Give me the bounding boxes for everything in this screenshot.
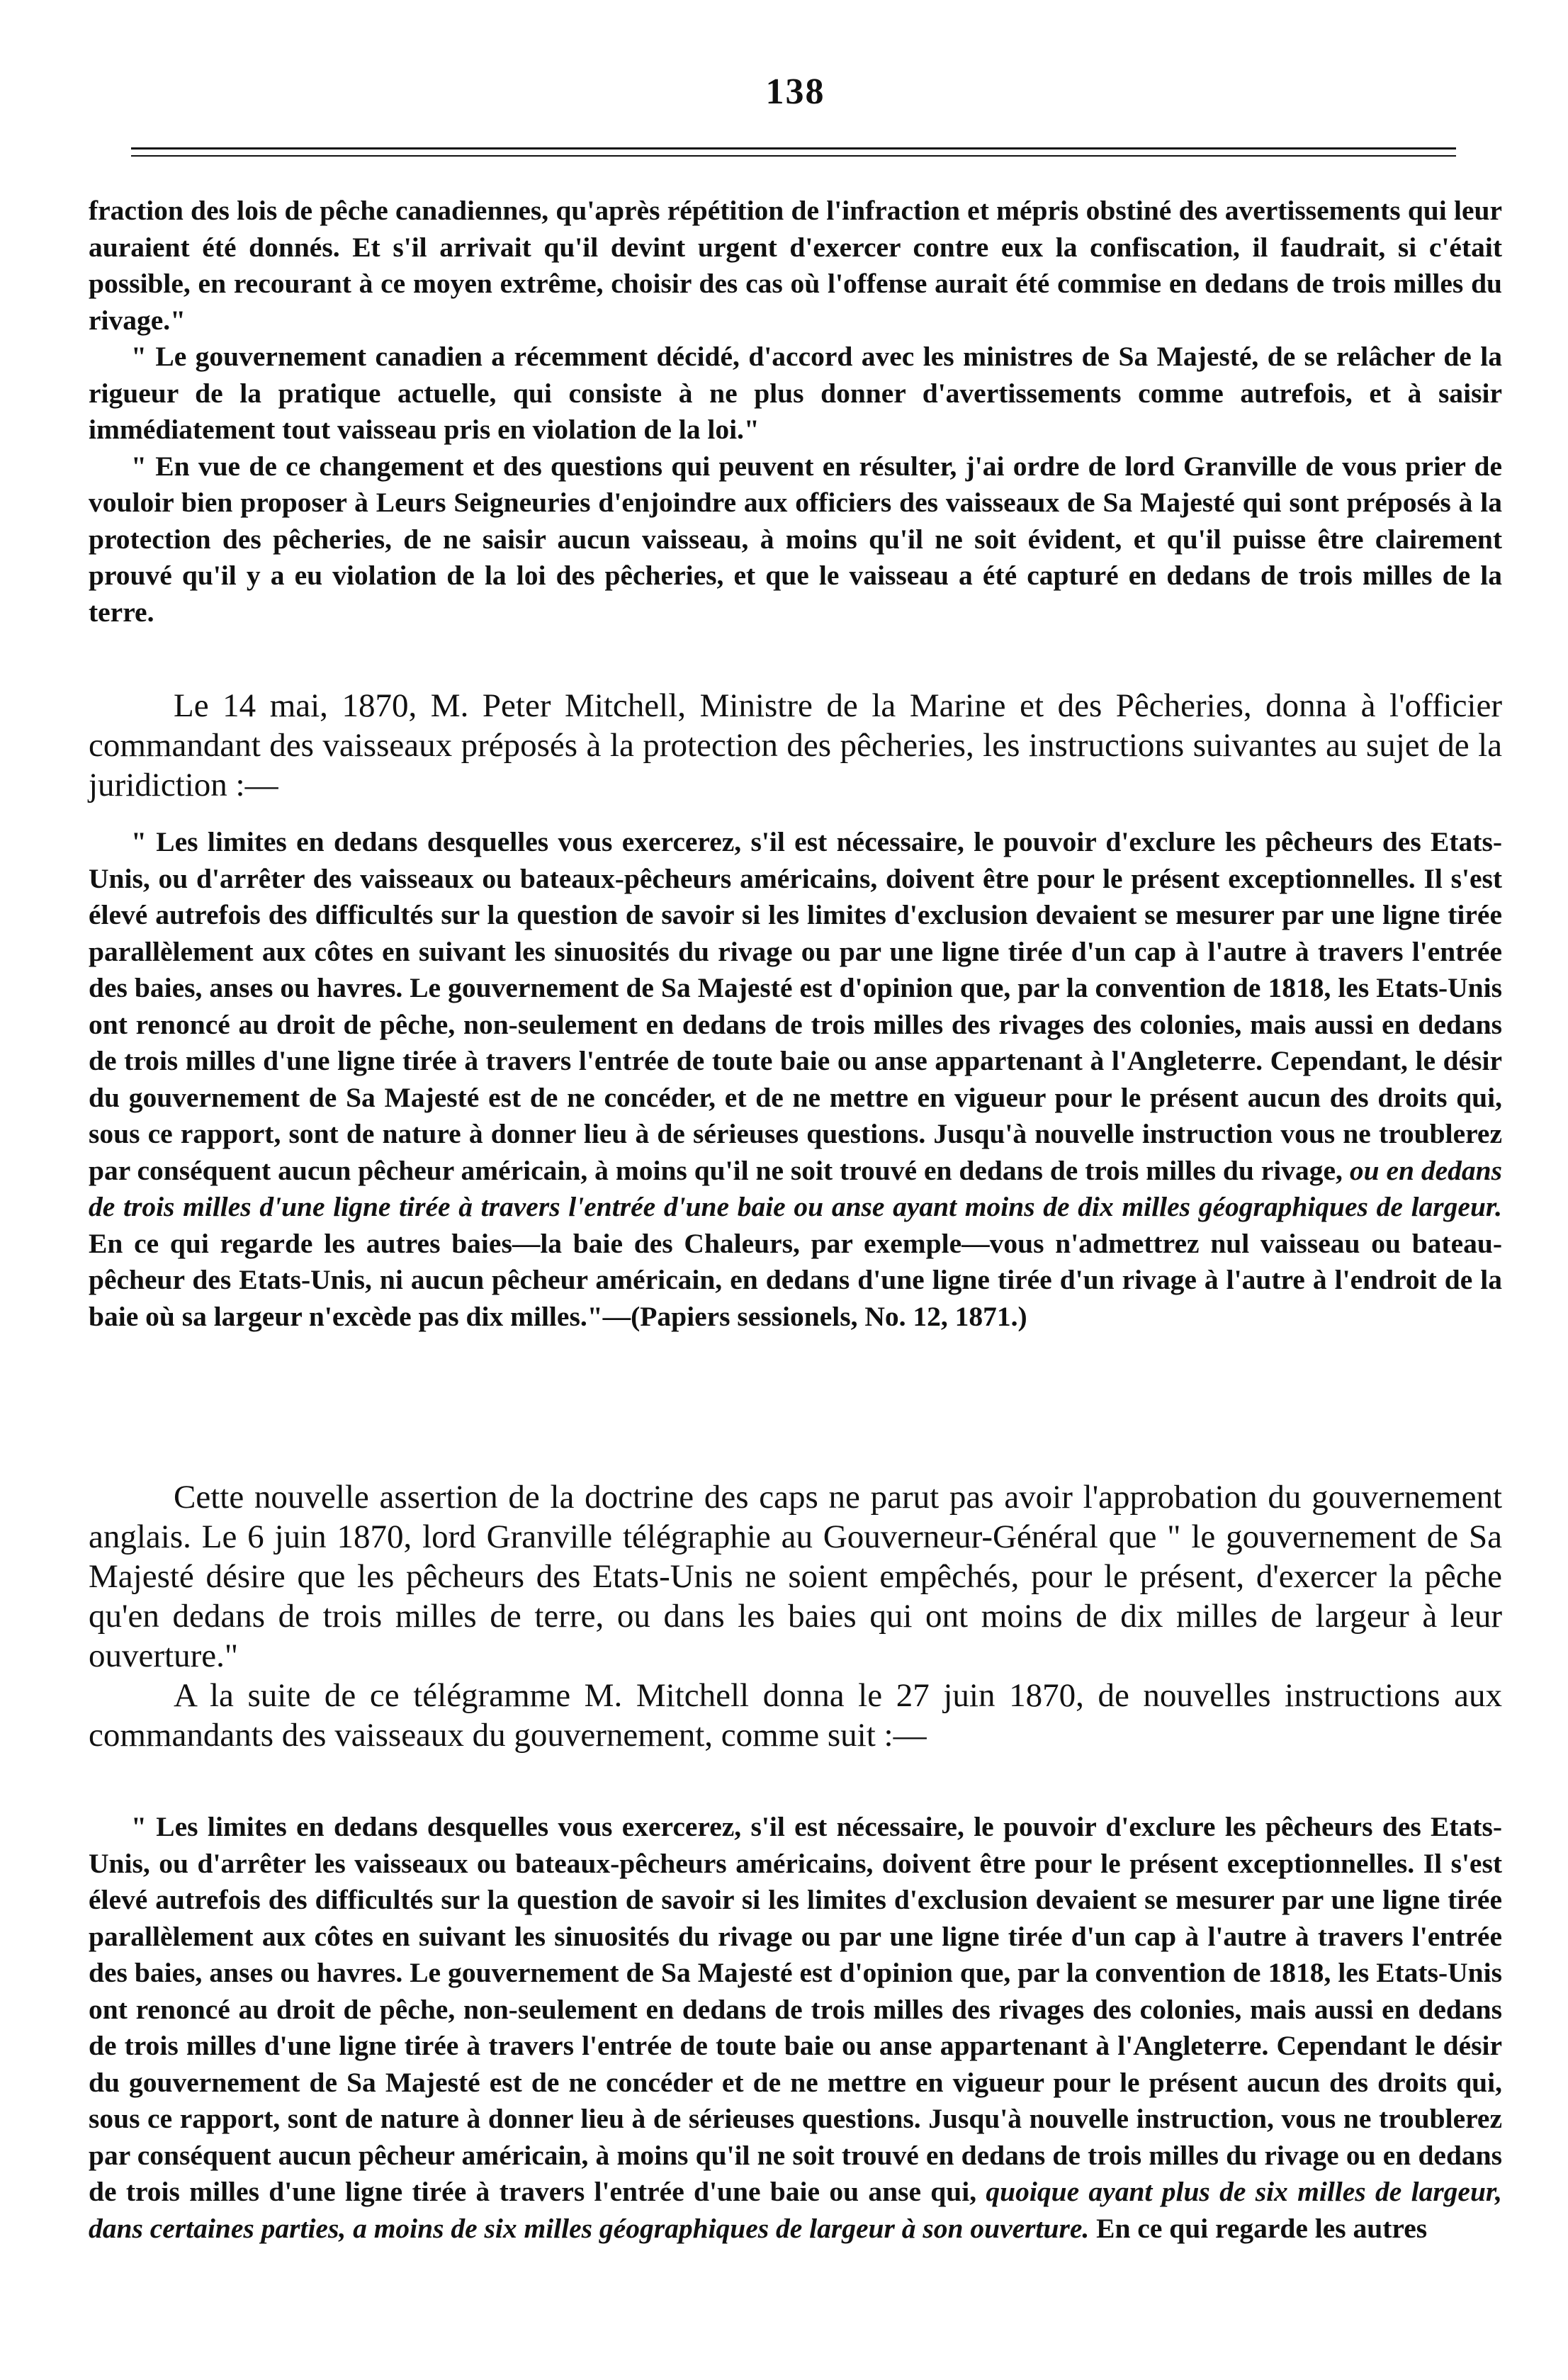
narrative-paragraphs <box>89 1477 1502 1755</box>
quote-text: " Les limites en dedans desquelles vous exercerez, s'il est nécessaire, le pouvoir d'exclure les pêcheurs des Etats-Unis, ou d'arrêter des vaisseaux ou bateaux-pêcheurs américains, doivent être pour le présent exceptionnelles. Il s'est élevé autrefois des difficultés sur la question de savoir si les limites d'exclusion devaient se mesurer par une ligne tirée parallèlement aux côtes en suivant les sinuosités du rivage ou par une ligne tirée d'un cap à l'autre à travers l'entrée des baies, anses ou havres. Le gouvernement de Sa Majesté est d'opinion que, par la convention de 1818, les Etats-Unis ont renoncé au droit de pêche, non-seulement en dedans de trois milles des rivages des colonies, mais aussi en dedans de trois milles d'une ligne tirée à travers l'entrée de toute baie ou anse appartenant à l'Angleterre. Cependant, le désir du gouvernement de Sa Majesté est de ne concéder, et de ne mettre en vigueur pour le présent aucun des droits qui, sous ce rapport, sont de nature à donner lieu à de sérieuses questions. Jusqu'à nouvelle instruction vous ne troublerez par conséquent aucun pêcheur américain, à moins qu'il ne soit trouvé en dedans de trois milles du rivage, <box>89 826 1502 1186</box>
paragraph <box>89 824 1502 1335</box>
quote-italic-text: quoique ayant plus de six milles de largeur, dans certaines parties, a moins de six milles géographiques de largeur à son ouverture. <box>89 2176 1503 2244</box>
quote-text: En ce qui regarde les autres <box>1096 2212 1428 2244</box>
page-number: 138 <box>765 72 825 112</box>
header-rule-bottom <box>131 155 1456 157</box>
paragraph: Le 14 mai, 1870, M. Peter Mitchell, Ministre de la Marine et des Pêcheries, donna à l'officier commandant des vaisseaux préposés à la protection des pêcheries, les instructions suivantes au sujet de la juridiction :— <box>89 687 1502 803</box>
paragraph: Cette nouvelle assertion de la doctrine des caps ne parut pas avoir l'approbation du gouvernement anglais. Le 6 juin 1870, lord Granville télégraphie au Gouverneur-Général que " le gouvernement de Sa Majesté désire que les pêcheurs des Etats-Unis ne soient empêchés, pour le présent, d'exercer la pêche qu'en dedans de trois milles de terre, ou dans les baies qui ont moins de dix milles de largeur à leur ouverture." <box>89 1479 1502 1674</box>
paragraph: " En vue de ce changement et des questions qui peuvent en résulter, j'ai ordre de lord Granville de vous prier de vouloir bien proposer à Leurs Seigneuries d'enjoindre aux officiers des vaisseaux de Sa Majesté qui sont préposés à la protection des pêcheries, de ne saisir aucun vaisseau, à moins qu'il ne soit évident, et qu'il puisse être clairement prouvé qu'il y a eu violation de la loi des pêcheries, et que le vaisseau a été capturé en dedans de trois milles de la terre. <box>89 450 1502 628</box>
paragraph: fraction des lois de pêche canadiennes, qu'après répétition de l'infraction et mépris obstiné des avertissements qui leur auraient été donnés. Et s'il arrivait qu'il devint urgent d'exercer contre eux la confiscation, il faudrait, si c'était possible, en recourant à ce moyen extrême, choisir des cas où l'offense aurait été commise en dedans de trois milles du rivage." <box>89 195 1502 336</box>
instructions-quote-1 <box>89 824 1502 1335</box>
paragraph: A la suite de ce télégramme M. Mitchell donna le 27 juin 1870, de nouvelles instructions aux commandants des vaisseaux du gouvernement, comme suit :— <box>89 1677 1502 1754</box>
header-rule-top <box>131 147 1456 150</box>
quoted-letter-continuation <box>89 193 1502 631</box>
quote-text: En ce qui regarde les autres baies—la baie des Chaleurs, par exemple—vous n'admettrez nul vaisseau ou bateau-pêcheur des Etats-Unis, ni aucun pêcheur américain, en dedans d'une ligne tirée d'un rivage à l'autre à l'endroit de la baie où sa largeur n'excède pas dix milles."—(Papiers sessionels, No. 12, 1871.) <box>89 1227 1502 1332</box>
paragraph: " Le gouvernement canadien a récemment décidé, d'accord avec les ministres de Sa Majesté, de se relâcher de la rigueur de la pratique actuelle, qui consiste à ne plus donner d'avertissements comme autrefois, et à saisir immédiatement tout vaisseau pris en violation de la loi." <box>89 341 1502 445</box>
quote-italic-text: ou en dedans de trois milles d'une ligne tirée à travers l'entrée d'une baie ou anse ayant moins de dix milles géographiques de largeur. <box>89 1154 1502 1222</box>
instructions-quote-2 <box>89 1809 1502 2247</box>
quote-text: " Les limites en dedans desquelles vous exercerez, s'il est nécessaire, le pouvoir d'exclure les pêcheurs des Etats-Unis, ou d'arrêter les vaisseaux ou bateaux-pêcheurs américains, doivent être pour le présent exceptionnelles. Il s'est élevé autrefois des difficultés sur la question de savoir si les limites d'exclusion devaient se mesurer par une ligne tirée parallèlement aux côtes en suivant les sinuosités du rivage ou par une ligne tirée d'un cap à l'autre à travers l'entrée des baies, anses ou havres. Le gouvernement de Sa Majesté est d'opinion que, par la convention de 1818, les Etats-Unis ont renoncé au droit de pêche, non-seulement en dedans de trois milles des rivages des colonies, mais aussi en dedans de trois milles d'une ligne tirée à travers l'entrée de toute baie ou anse appartenant à l'Angleterre. Cependant le désir du gouvernement de Sa Majesté est de ne concéder et de ne mettre en vigueur pour le présent aucun des droits qui, sous ce rapport, sont de nature à donner lieu à de sérieuses questions. Jusqu'à nouvelle instruction, vous ne troublerez par conséquent aucun pêcheur américain, à moins qu'il ne soit trouvé en dedans de trois milles du rivage ou en dedans de trois milles d'une ligne tirée à travers l'entrée d'une baie ou anse qui, <box>89 1811 1502 2207</box>
paragraph <box>89 1809 1502 2247</box>
narrative-paragraph <box>89 686 1502 805</box>
